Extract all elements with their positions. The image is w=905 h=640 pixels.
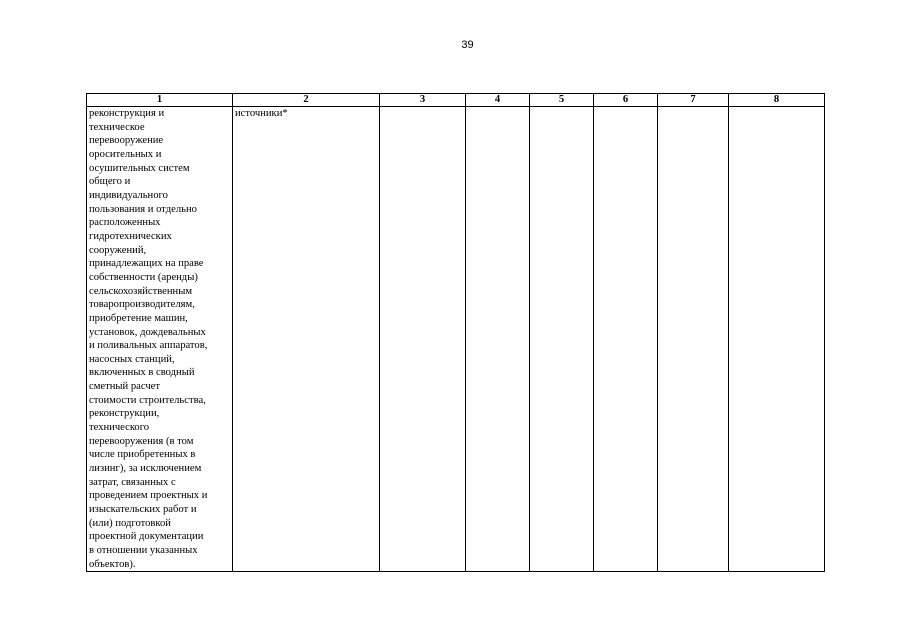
description-text: реконструкция и техническое перевооружение оросительных и осушительных систем общего и индивидуального пользования и отдельно расположенных гидротехнических сооружений, принадлежащих на праве собственности (аренды) сельскохозяйственным товаропроизводителям, приобретение машин, установок, дождевальных и поливальных аппаратов, насосных станций, включенных в сводный сметный расчет стоимости строительства, реконструкции, технического перевооружения (в том числе приобретенных в лизинг), за исключением затрат, связанных с проведением проектных и изыскательских работ и (или) подготовкой проектной документации в отношении указанных объектов). — [89, 108, 208, 570]
cell-col-5 — [530, 107, 594, 572]
cell-col-7 — [658, 107, 729, 572]
source-text: источники* — [235, 108, 288, 119]
cell-description — [87, 107, 233, 572]
column-header-1: 1 — [87, 94, 233, 107]
column-header-5: 5 — [530, 94, 594, 107]
column-header-6: 6 — [594, 94, 658, 107]
table-row — [87, 107, 825, 572]
cell-col-3 — [380, 107, 466, 572]
cell-source — [233, 107, 380, 572]
page-number: 39 — [461, 39, 474, 51]
column-header-8: 8 — [729, 94, 825, 107]
table-header-row — [87, 94, 825, 107]
column-header-2: 2 — [233, 94, 380, 107]
column-header-4: 4 — [466, 94, 530, 107]
cell-col-6 — [594, 107, 658, 572]
data-table — [86, 93, 825, 572]
cell-col-8 — [729, 107, 825, 572]
cell-col-4 — [466, 107, 530, 572]
column-header-7: 7 — [658, 94, 729, 107]
column-header-3: 3 — [380, 94, 466, 107]
